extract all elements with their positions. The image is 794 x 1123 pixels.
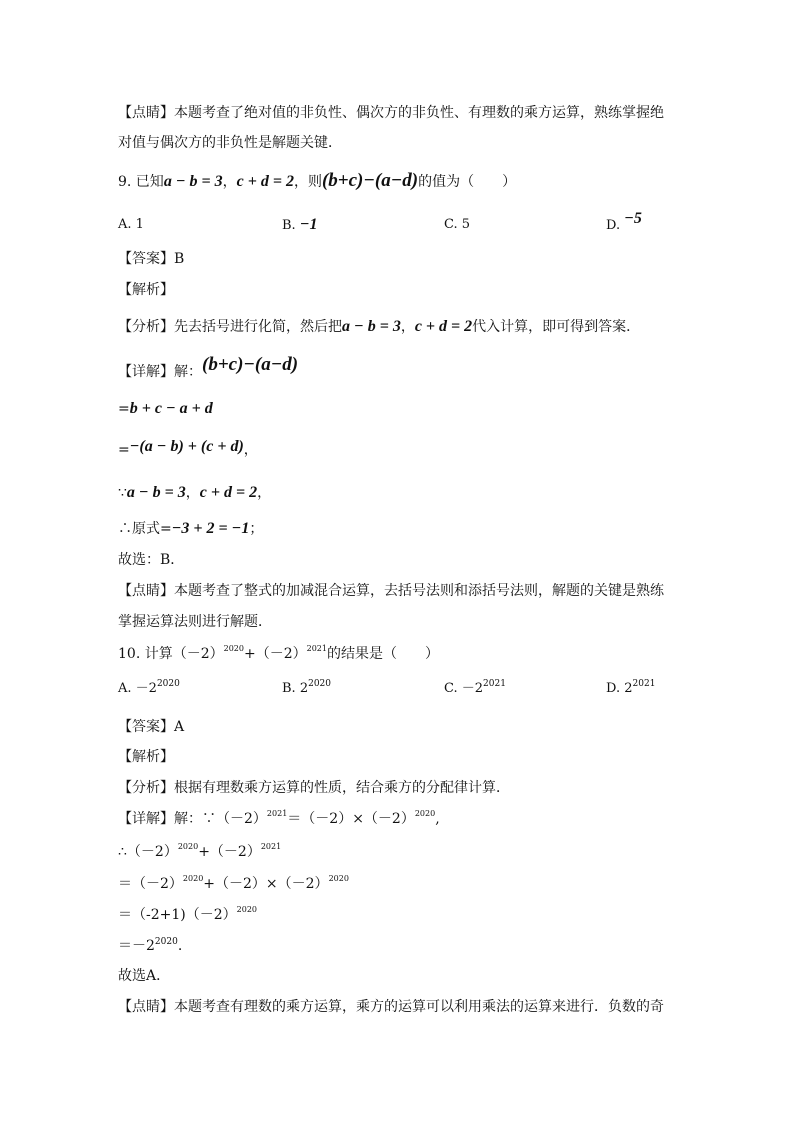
q10-option-c xyxy=(444,680,506,698)
detail-text: ∴（－2） xyxy=(118,844,178,860)
q9-comment-line2: 掌握运算法则进行解题． xyxy=(118,614,272,630)
separator: ， xyxy=(257,485,272,501)
q10-option-d xyxy=(606,680,655,698)
detail-text: +（－2）×（－2） xyxy=(203,876,329,892)
option-value: −5 xyxy=(624,210,642,227)
question-text: 10. 计算（－2） xyxy=(118,646,224,662)
q9-choose: 故选：B． xyxy=(118,552,185,568)
exponent: 2021 xyxy=(632,679,656,689)
exponent: 2020 xyxy=(182,874,204,883)
q9-step3 xyxy=(118,484,271,502)
detail-text: ＝－2 xyxy=(118,938,155,954)
question-text: +（－2） xyxy=(243,646,307,662)
separator: ， xyxy=(185,485,200,501)
math-condition: c + d = 2 xyxy=(199,484,258,501)
detail-text: ＝（－2）×（－2） xyxy=(287,811,415,827)
exponent: 2020 xyxy=(308,679,332,689)
math-expression: b + c − a + d xyxy=(129,400,213,417)
separator: ； xyxy=(249,521,264,537)
exponent: 2021 xyxy=(483,679,506,689)
equals-sign: = xyxy=(118,442,130,458)
fenxi-text: 先去括号进行化简，然后把 xyxy=(174,319,342,335)
option-value: 1 xyxy=(135,217,144,232)
therefore-text: ∴原式= xyxy=(118,521,172,537)
exponent: 2020 xyxy=(414,809,436,818)
separator: ， xyxy=(243,442,258,458)
q9-option-d xyxy=(606,210,642,235)
q9-detail xyxy=(118,354,299,381)
option-label: C. xyxy=(444,681,458,696)
answer-value: B xyxy=(174,251,185,267)
exponent: 2021 xyxy=(306,644,327,653)
option-label: D. xyxy=(606,218,621,233)
comment-label: 【点睛】 xyxy=(118,999,174,1015)
equals-sign: = xyxy=(118,401,130,417)
question-text: 的结果是（ ） xyxy=(326,646,439,662)
q10-choose: 故选A． xyxy=(118,968,171,984)
q10-answer xyxy=(118,718,184,736)
option-label: B. xyxy=(282,218,296,233)
q8-comment-line2 xyxy=(118,134,342,152)
q9-answer xyxy=(118,250,184,268)
option-label: A. xyxy=(118,681,132,696)
q9-analysis-label: 【解析】 xyxy=(118,282,174,298)
option-base: 2 xyxy=(299,681,309,696)
q10-detail-1 xyxy=(118,810,440,828)
math-expression: −(a − b) + (c + d) xyxy=(129,438,244,455)
q8-comment-line1 xyxy=(118,104,664,122)
detail-text: 解： xyxy=(174,364,202,380)
question-tail: 的值为（ ） xyxy=(418,174,517,190)
math-condition: c + d = 2 xyxy=(236,173,294,190)
exponent: 2020 xyxy=(177,842,199,851)
option-label: D. xyxy=(606,681,621,696)
q9-comment-line1 xyxy=(118,582,664,600)
q9-step2 xyxy=(118,438,258,459)
fenxi-text: 根据有理数乘方运算的性质，结合乘方的分配律计算． xyxy=(174,780,510,796)
q10-detail-2 xyxy=(118,843,281,861)
answer-label: 【答案】 xyxy=(118,719,174,735)
q9-option-a xyxy=(118,216,144,234)
q9-option-b xyxy=(282,216,318,235)
comment-text: 本题考查有理数的乘方运算，乘方的运算可以利用乘法的运算来进行．负数的奇 xyxy=(174,999,664,1015)
option-label: B. xyxy=(282,681,296,696)
comment-label: 【点睛】 xyxy=(118,105,174,121)
q10-detail-3 xyxy=(118,875,349,893)
fenxi-label: 【分析】 xyxy=(118,780,174,796)
q10-analysis-label: 【解析】 xyxy=(118,749,174,765)
comment-text: 本题考查了整式的加减混合运算，去括号法则和添括号法则，解题的关键是熟练 xyxy=(174,583,664,599)
q10-option-b xyxy=(282,680,331,698)
separator: ， xyxy=(400,319,415,335)
exponent: 2020 xyxy=(223,644,244,653)
comment-text: 对值与偶次方的非负性是解题关键． xyxy=(118,135,342,151)
q10-option-a xyxy=(118,680,180,698)
q9-step4 xyxy=(118,520,263,538)
separator: . xyxy=(177,938,183,954)
question-number: 9. 已知 xyxy=(118,174,164,190)
math-condition: c + d = 2 xyxy=(414,318,473,335)
detail-text: +（－2） xyxy=(198,844,261,860)
exponent: 2020 xyxy=(328,874,349,883)
option-label: C. xyxy=(444,217,458,232)
exponent: 2021 xyxy=(266,809,288,818)
detail-label: 【详解】 xyxy=(118,811,174,827)
exponent: 2021 xyxy=(260,842,282,851)
q10-stem xyxy=(118,645,439,663)
math-condition: a − b = 3 xyxy=(342,318,401,335)
exponent: 2020 xyxy=(236,905,258,914)
q9-fenxi xyxy=(118,318,640,336)
math-condition: a − b = 3 xyxy=(126,484,186,501)
math-condition: a − b = 3 xyxy=(163,173,223,190)
detail-text: ＝（-2+1)（－2） xyxy=(118,907,237,923)
option-label: A. xyxy=(118,217,132,232)
q9-option-c xyxy=(444,216,470,234)
separator: ， xyxy=(222,174,237,190)
comment-text: 本题考查了绝对值的非负性、偶次方的非负性、有理数的乘方运算，熟练掌握绝 xyxy=(174,105,664,121)
answer-value: A xyxy=(174,719,185,735)
because-symbol: ∵ xyxy=(118,485,127,501)
q10-detail-5 xyxy=(118,937,182,955)
option-value: 5 xyxy=(461,217,471,232)
option-base: 2 xyxy=(624,681,633,696)
option-base: －2 xyxy=(135,681,157,696)
answer-label: 【答案】 xyxy=(118,251,174,267)
detail-label: 【详解】 xyxy=(118,364,174,380)
comment-label: 【点睛】 xyxy=(118,583,174,599)
separator: ，则 xyxy=(293,174,322,190)
math-expression: (b+c)−(a−d) xyxy=(202,354,299,375)
detail-text: ＝（－2） xyxy=(118,876,183,892)
math-expression: −3 + 2 = −1 xyxy=(171,520,250,537)
q9-stem xyxy=(118,172,516,191)
exponent: 2020 xyxy=(156,679,180,689)
exponent: 2020 xyxy=(154,937,178,947)
option-base: －2 xyxy=(461,681,484,696)
fenxi-label: 【分析】 xyxy=(118,319,174,335)
option-value: −1 xyxy=(299,216,318,233)
q10-comment-line1 xyxy=(118,998,664,1016)
q10-fenxi xyxy=(118,779,510,797)
separator: , xyxy=(435,811,440,827)
fenxi-text: 代入计算，即可得到答案． xyxy=(472,319,641,335)
math-expression: (b+c)−(a−d) xyxy=(321,170,419,191)
detail-text: 解：∵（－2） xyxy=(174,811,267,827)
q10-detail-4 xyxy=(118,906,257,924)
q9-step1 xyxy=(118,400,213,418)
